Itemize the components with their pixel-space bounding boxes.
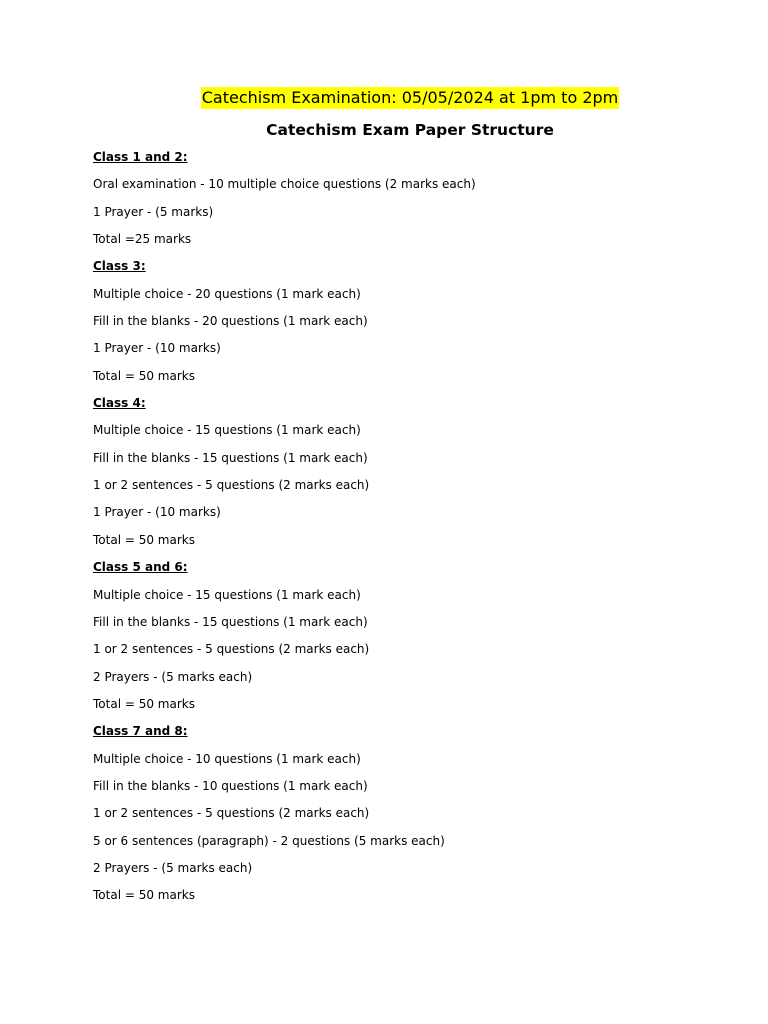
section-heading: Class 5 and 6: [93,560,188,575]
section-item: 1 Prayer - (10 marks) [93,505,221,520]
section-heading: Class 3: [93,259,146,274]
exam-date-title: Catechism Examination: 05/05/2024 at 1pm to 2pm [201,88,619,107]
section-heading: Class 1 and 2: [93,150,188,164]
document-body [93,149,733,915]
section-heading: Class 4: [93,396,146,411]
section-total: Total =25 marks [93,232,192,247]
structure-header [0,119,768,141]
section-item: Fill in the blanks - 20 questions (1 mark each) [93,314,368,329]
section-item: Oral examination - 10 multiple choice questions (2 marks each) [93,177,476,192]
section-item: Fill in the blanks - 15 questions (1 mark each) [93,614,368,629]
section-heading: Class 7 and 8: [93,724,188,739]
section-total: Total = 50 marks [93,696,195,711]
section-total: Total = 50 marks [93,368,195,383]
section-item: Fill in the blanks - 10 questions (1 mark each) [93,778,368,793]
section-item: Multiple choice - 20 questions (1 mark each) [93,286,361,301]
section-item: 1 Prayer - (10 marks) [93,341,221,356]
section-item: Multiple choice - 15 questions (1 mark each) [93,423,361,438]
section-item: 5 or 6 sentences (paragraph) - 2 questions (5 marks each) [93,833,445,848]
exam-date-header [0,87,768,109]
section-total: Total = 50 marks [93,888,195,903]
section-item: 2 Prayers - (5 marks each) [93,860,253,875]
section-item: Multiple choice - 15 questions (1 mark each) [93,587,361,602]
section-total: Total = 50 marks [93,532,195,547]
section-item: Fill in the blanks - 15 questions (1 mark each) [93,450,368,465]
section-item: 1 Prayer - (5 marks) [93,204,214,219]
section-item: 1 or 2 sentences - 5 questions (2 marks each) [93,642,370,657]
section-item: 1 or 2 sentences - 5 questions (2 marks each) [93,806,370,821]
structure-title: Catechism Exam Paper Structure [266,121,554,139]
section-item: Multiple choice - 10 questions (1 mark each) [93,751,361,766]
section-item: 2 Prayers - (5 marks each) [93,669,253,684]
section-item: 1 or 2 sentences - 5 questions (2 marks each) [93,478,370,493]
